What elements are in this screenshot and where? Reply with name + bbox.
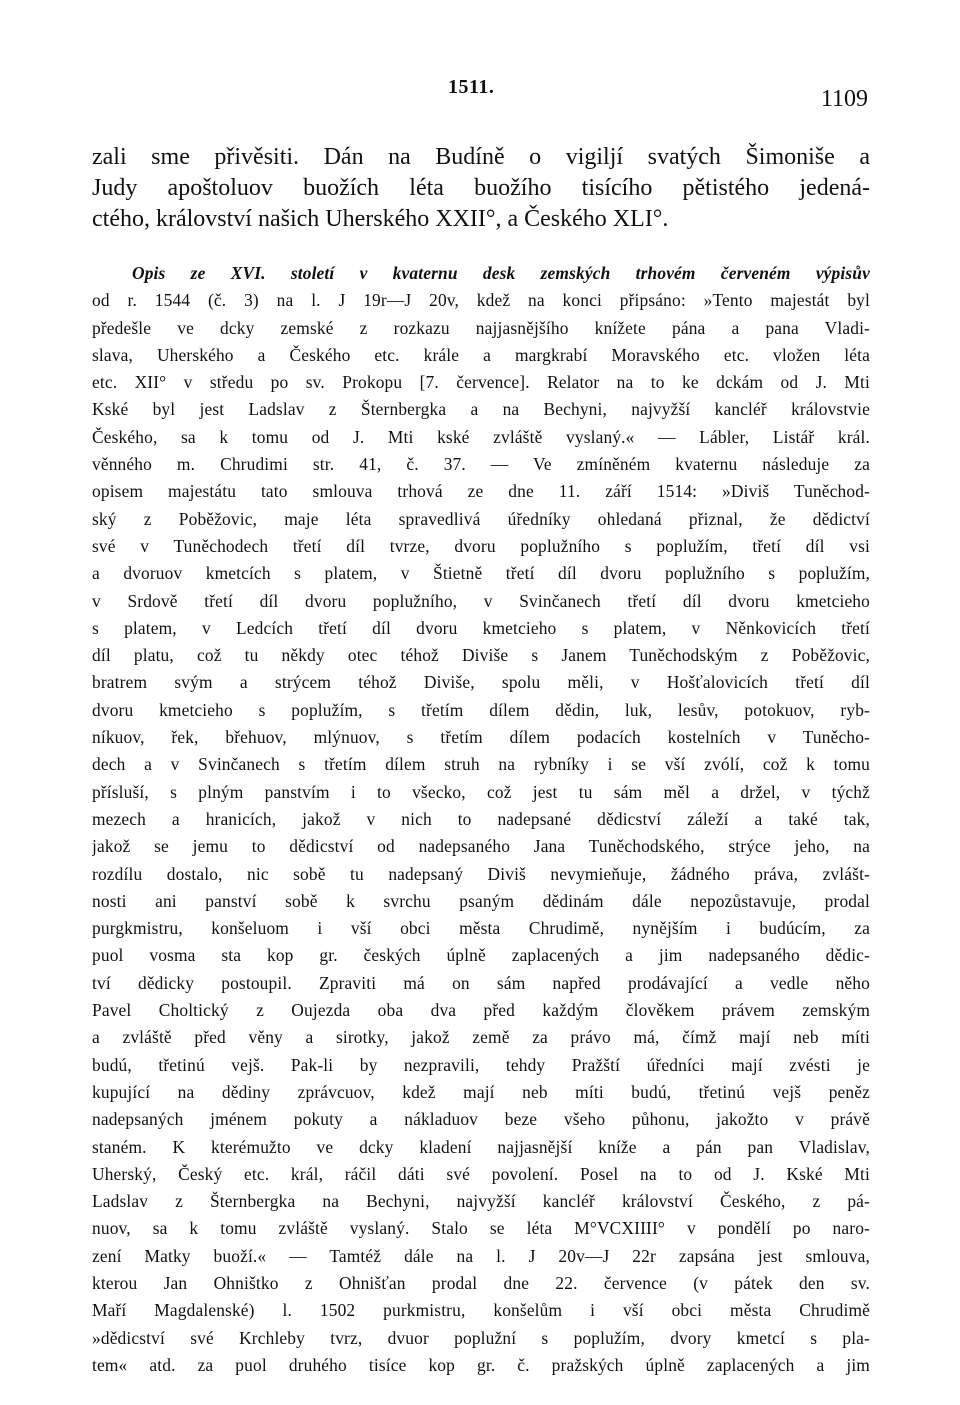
note-line: dvoru kmetcieho s poplužím, s třetím dílem dědin, luk, lesův, potokuov, ryb- bbox=[92, 699, 870, 720]
note-line: staném. K kterémužto ve dcky kladení najjasnější kníže a pán pan Vladislav, bbox=[92, 1136, 870, 1157]
note-line: a zvláště před věny a sirotky, jakož země za právo má, čímž mají neb míti bbox=[92, 1027, 870, 1048]
note-line: Ladslav z Šternbergka na Bechyni, najvyžší kancléř království Českého, z pá- bbox=[92, 1191, 870, 1212]
note-line: slava, Uherského a Českého etc. krále a margkrabí Moravského etc. vložen léta bbox=[92, 344, 870, 365]
note-line: nuov, sa k tomu zvláště vyslaný. Stalo se léta M°VCXIIII° v pondělí po naro- bbox=[92, 1218, 870, 1239]
note-line: Maří Magdalenské) l. 1502 purkmistru, konšelům i vší obci města Chrudimě bbox=[92, 1300, 870, 1321]
note-line: puol vosma sta kop gr. českých úplně zaplacených a jim nadepsaného dědic- bbox=[92, 945, 870, 966]
note-line: Českého, sa k tomu od J. Mti kské zvláště vyslaný.« — Lábler, Listář král. bbox=[92, 426, 870, 447]
note-line: v Srdově třetí díl dvoru poplužního, v Svinčanech třetí díl dvoru kmetcieho bbox=[92, 590, 870, 611]
note-line: díl platu, což tu někdy otec téhož Diviše s Janem Tuněchodským z Poběžovic, bbox=[92, 645, 870, 666]
note-line: nadepsaných jménem pokuty a nákladuov beze všeho půhonu, jakožto v právě bbox=[92, 1109, 870, 1130]
note-line: kupující na dědiny zprávcuov, kdež mají neb míti budú, třetinú vejš peněz bbox=[92, 1081, 870, 1102]
main-line: ctého, království našich Uherského XXII°, a Českého XLI°. bbox=[92, 206, 669, 232]
main-paragraph bbox=[92, 142, 870, 235]
note-line: s platem, v Ledcích třetí díl dvoru kmetcieho s platem, v Něnkovicích třetí bbox=[92, 617, 870, 638]
note-line: tví dědicky postoupil. Zpraviti má on sám napřed prodávající a vedle něho bbox=[92, 972, 870, 993]
running-head-year: 1511. bbox=[448, 76, 495, 98]
note-line: Kské byl jest Ladslav z Šternbergka a na Bechyni, najvyžší kancléř královstvie bbox=[92, 399, 870, 420]
note-line: své v Tuněchodech třetí díl tvrze, dvoru poplužního s poplužím, třetí díl vsi bbox=[92, 535, 870, 556]
main-line: zali sme přivěsiti. Dán na Budíně o vigiljí svatých Šimoniše a bbox=[92, 144, 870, 170]
note-line: bratrem svým a strýcem téhož Diviše, spolu měli, v Hošťalovicích třetí díl bbox=[92, 672, 870, 693]
note-line: opisem majestátu tato smlouva trhová ze dne 11. září 1514: »Diviš Tuněchod- bbox=[92, 481, 870, 502]
note-line: nosti ani panství sobě k svrchu psaným dědinám dále nepozůstavuje, prodal bbox=[92, 890, 870, 911]
note-line: dech a v Svinčanech s třetím dílem struh na rybníky i se vší zvólí, což k tomu bbox=[92, 754, 870, 775]
note-line: rozdílu dostalo, nic sobě tu nadepsaný Diviš nevymieňuje, žádného práva, zvlášt- bbox=[92, 863, 870, 884]
main-line: Judy apoštoluov buožích léta buožího tisícího pětistého jedená- bbox=[92, 175, 870, 201]
note-line: a dvoruov kmetcích s platem, v Štietně třetí díl dvoru poplužního s poplužím, bbox=[92, 563, 870, 584]
note-line: níkuov, řek, břehuov, mlýnuov, s třetím dílem podacích kostelních v Tuněcho- bbox=[92, 727, 870, 748]
note-line: Pavel Choltický z Oujezda oba dva před každým člověkem právem zemským bbox=[92, 1000, 870, 1021]
note-line: etc. XII° v středu po sv. Prokopu [7. července]. Relator na to ke dckám od J. Mti bbox=[92, 372, 870, 393]
page-number: 1109 bbox=[820, 86, 868, 112]
note-line: Uherský, Český etc. král, ráčil dáti své povolení. Posel na to od J. Kské Mti bbox=[92, 1163, 870, 1184]
main-text-block bbox=[92, 142, 870, 235]
note-line: Opis ze XVI. století v kvaternu desk zemských trhovém červeném výpisův bbox=[132, 263, 870, 283]
note-line: od r. 1544 (č. 3) na l. J 19r—J 20v, kdež na konci připsáno: »Tento majestát byl bbox=[92, 290, 870, 311]
note-line: věnného m. Chrudimi str. 41, č. 37. — Ve zmíněném kvaternu následuje za bbox=[92, 454, 870, 475]
note-line: budú, třetinú vejš. Pak-li by nezpravili, tehdy Pražští úředníci mají zvésti je bbox=[92, 1054, 870, 1075]
note-line: mezech a hranicích, jakož v nich to nadepsané dědicství záleží a také tak, bbox=[92, 808, 870, 829]
note-line: purgkmistru, konšeluom i vší obci města Chrudimě, nynějším i budúcím, za bbox=[92, 918, 870, 939]
note-line: tem« atd. za puol druhého tisíce kop gr. č. pražských úplně zaplacených a jim bbox=[92, 1354, 870, 1375]
note-line: jakož se jemu to dědicství od nadepsaného Jana Tuněchodského, strýce jeho, na bbox=[92, 836, 870, 857]
editorial-note bbox=[92, 260, 870, 1379]
note-line: »dědicství své Krchleby tvrz, dvuor poplužní s poplužím, dvory kmetcí s pla- bbox=[92, 1327, 870, 1348]
note-line: předešle ve dcky zemské z rozkazu najjasnějšího knížete pána a pana Vladi- bbox=[92, 317, 870, 338]
note-line: kterou Jan Ohništko z Ohnišťan prodal dne 22. července (v pátek den sv. bbox=[92, 1272, 870, 1293]
note-line: ský z Poběžovic, maje léta spravedlivá úředníky ohledaná přiznal, že dědictví bbox=[92, 508, 870, 529]
note-line: zení Matky buoží.« — Tamtéž dále na l. J 20v—J 22r zapsána jest smlouva, bbox=[92, 1245, 870, 1266]
note-line: přísluší, s plným panstvím i to všecko, což jest tu sám měl a držel, v týchž bbox=[92, 781, 870, 802]
